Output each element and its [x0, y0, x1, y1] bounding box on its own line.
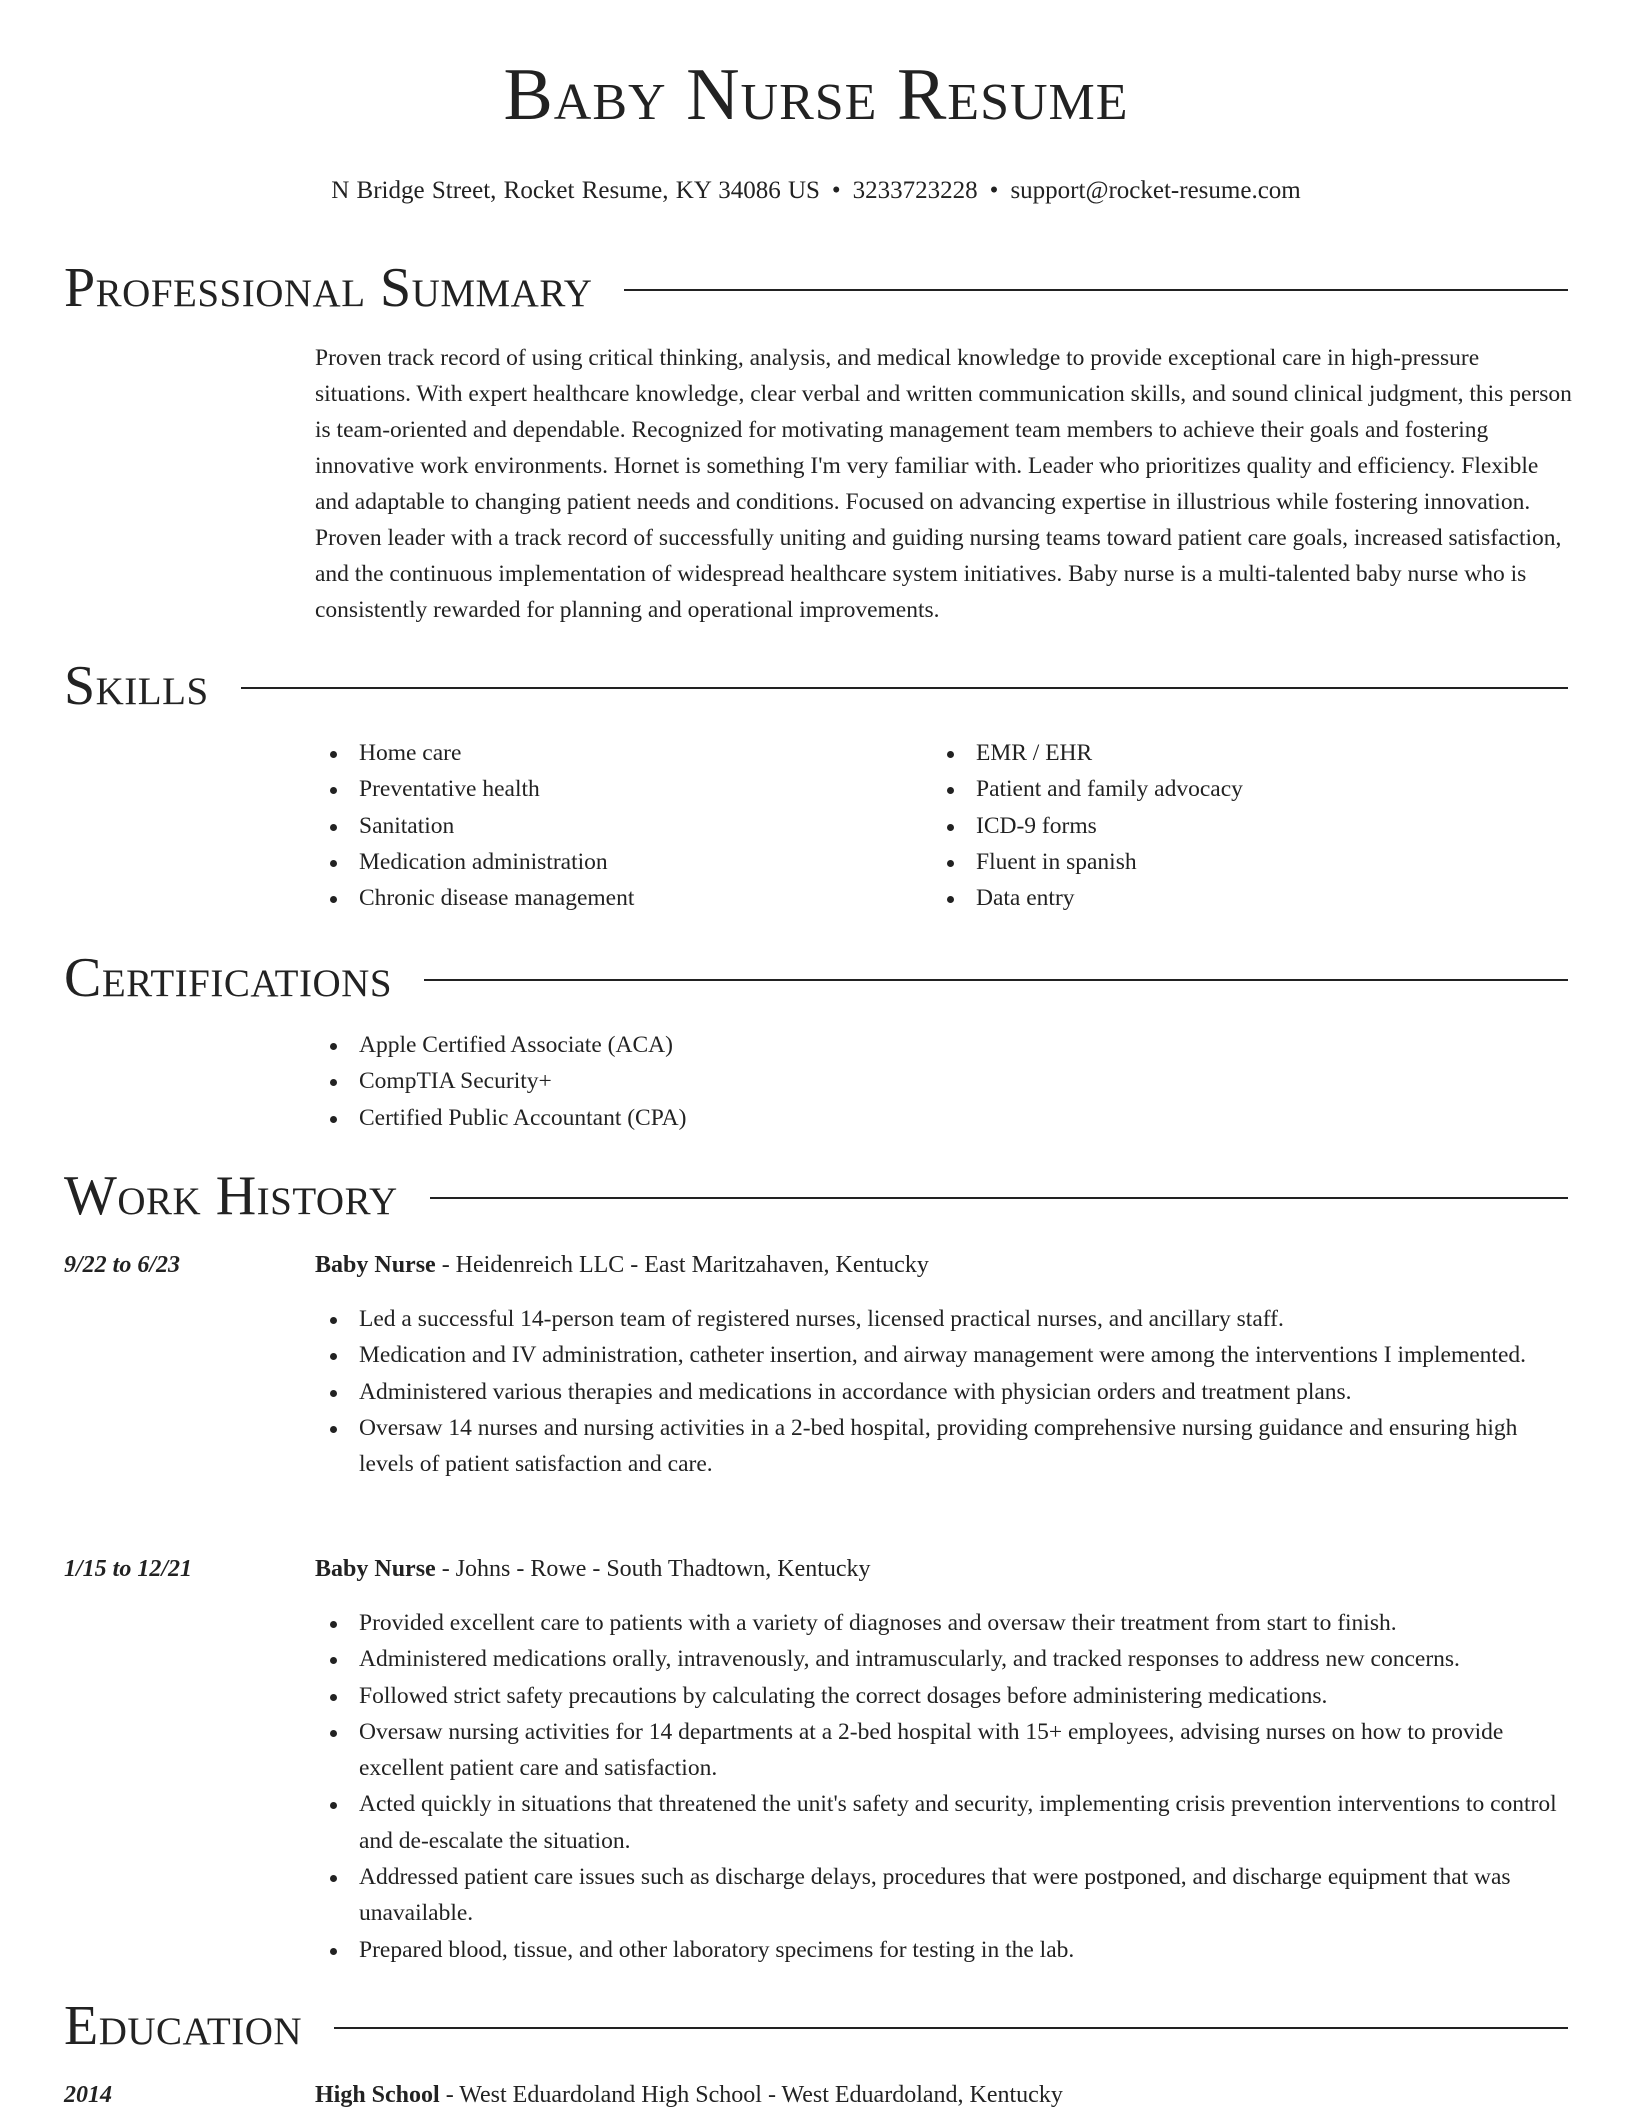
- job-bullet: Led a successful 14-person team of registered nurses, licensed practical nurses, and ancillary staff.: [315, 1301, 1577, 1337]
- contact-email: support@rocket-resume.com: [1010, 177, 1301, 204]
- skill-item: EMR / EHR: [932, 735, 1532, 771]
- certification-item: CompTIA Security+: [315, 1063, 1215, 1099]
- section-title-education: Education: [64, 1995, 303, 2057]
- job-bullet: Acted quickly in situations that threatened the unit's safety and security, implementing crisis prevention interventions to control and de-escalate the situation.: [315, 1786, 1577, 1859]
- education-line: [315, 2079, 1063, 2111]
- education-degree: High School: [315, 2082, 440, 2108]
- skill-item: Patient and family advocacy: [932, 771, 1532, 807]
- skill-item: Data entry: [932, 880, 1532, 916]
- certification-item: Certified Public Accountant (CPA): [315, 1100, 1215, 1136]
- skill-item: Preventative health: [315, 771, 875, 807]
- section-divider: [424, 979, 1568, 981]
- job-dates: 1/15 to 12/21: [64, 1556, 193, 1582]
- section-divider: [241, 687, 1568, 689]
- job-bullet: Followed strict safety precautions by calculating the correct dosages before administering medications.: [315, 1678, 1577, 1714]
- section-header-summary: [64, 256, 1568, 320]
- section-header-certifications: [64, 946, 1568, 1010]
- section-title-skills: Skills: [64, 655, 209, 717]
- skills-list-right: [932, 735, 1532, 916]
- section-title-summary: Professional Summary: [64, 257, 593, 319]
- section-header-skills: [64, 654, 1568, 718]
- job-bullet: Addressed patient care issues such as discharge delays, procedures that were postponed, and discharge equipment that was unavailable.: [315, 1859, 1577, 1932]
- contact-line: [0, 175, 1632, 207]
- job-role: Baby Nurse: [315, 1252, 436, 1278]
- skills-list-left: [315, 735, 875, 916]
- education-school: - West Eduardoland High School - West Eduardoland, Kentucky: [439, 2082, 1063, 2108]
- skill-item: Sanitation: [315, 808, 875, 844]
- contact-address: N Bridge Street, Rocket Resume, KY 34086 US: [331, 177, 820, 204]
- job-bullet: Medication and IV administration, catheter insertion, and airway management were among the interventions I implemented.: [315, 1337, 1577, 1373]
- job-employer: - Heidenreich LLC - East Maritzahaven, Kentucky: [435, 1252, 929, 1278]
- job-title-line: [315, 1553, 871, 1585]
- section-divider: [624, 289, 1568, 291]
- contact-phone: 3233723228: [852, 177, 978, 204]
- job-bullet-list: [315, 1301, 1577, 1482]
- contact-separator: •: [989, 177, 999, 204]
- job-bullet: Administered medications orally, intravenously, and intramuscularly, and tracked responses to address new concerns.: [315, 1641, 1577, 1677]
- resume-title: Baby Nurse Resume: [503, 54, 1129, 136]
- job-bullet: Prepared blood, tissue, and other laboratory specimens for testing in the lab.: [315, 1932, 1577, 1968]
- section-header-work-history: [64, 1164, 1568, 1228]
- job-role: Baby Nurse: [315, 1556, 436, 1582]
- education-year: 2014: [64, 2082, 112, 2108]
- skill-item: ICD-9 forms: [932, 808, 1532, 844]
- summary-text: Proven track record of using critical thinking, analysis, and medical knowledge to provide exceptional care in high-pressure situations. With expert healthcare knowledge, clear verbal and written communication skills, and sound clinical judgment, this person is team-oriented and dependable. Recognized for motivating management team members to achieve their goals and fostering innovative work environments. Hornet is something I'm very familiar with. Leader who prioritizes quality and efficiency. Flexible and adaptable to changing patient needs and conditions. Focused on advancing expertise in illustrious while fostering innovation. Proven leader with a track record of successfully uniting and guiding nursing teams toward patient care goals, increased satisfaction, and the continuous implementation of widespread healthcare system initiatives. Baby nurse is a multi-talented baby nurse who is consistently rewarded for planning and operational improvements.: [315, 345, 1572, 623]
- job-title-line: [315, 1249, 929, 1281]
- contact-separator: •: [831, 177, 841, 204]
- job-bullet: Oversaw nursing activities for 14 departments at a 2-bed hospital with 15+ employees, advising nurses on how to provide excellent patient care and satisfaction.: [315, 1714, 1577, 1787]
- skill-item: Fluent in spanish: [932, 844, 1532, 880]
- section-title-certifications: Certifications: [64, 947, 393, 1009]
- section-title-work-history: Work History: [64, 1165, 398, 1227]
- job-bullet: Oversaw 14 nurses and nursing activities in a 2-bed hospital, providing comprehensive nursing guidance and ensuring high levels of patient satisfaction and care.: [315, 1410, 1577, 1483]
- job-dates: 9/22 to 6/23: [64, 1252, 181, 1278]
- certifications-list: [315, 1027, 1215, 1136]
- section-divider: [334, 2027, 1568, 2029]
- job-bullet: Provided excellent care to patients with a variety of diagnoses and oversaw their treatment from start to finish.: [315, 1605, 1577, 1641]
- certification-item: Apple Certified Associate (ACA): [315, 1027, 1215, 1063]
- skill-item: Home care: [315, 735, 875, 771]
- skill-item: Chronic disease management: [315, 880, 875, 916]
- job-bullet-list: [315, 1605, 1577, 1968]
- section-header-education: [64, 1994, 1568, 2058]
- skill-item: Medication administration: [315, 844, 875, 880]
- job-bullet: Administered various therapies and medications in accordance with physician orders and treatment plans.: [315, 1374, 1577, 1410]
- section-divider: [430, 1197, 1568, 1199]
- job-employer: - Johns - Rowe - South Thadtown, Kentucky: [435, 1556, 871, 1582]
